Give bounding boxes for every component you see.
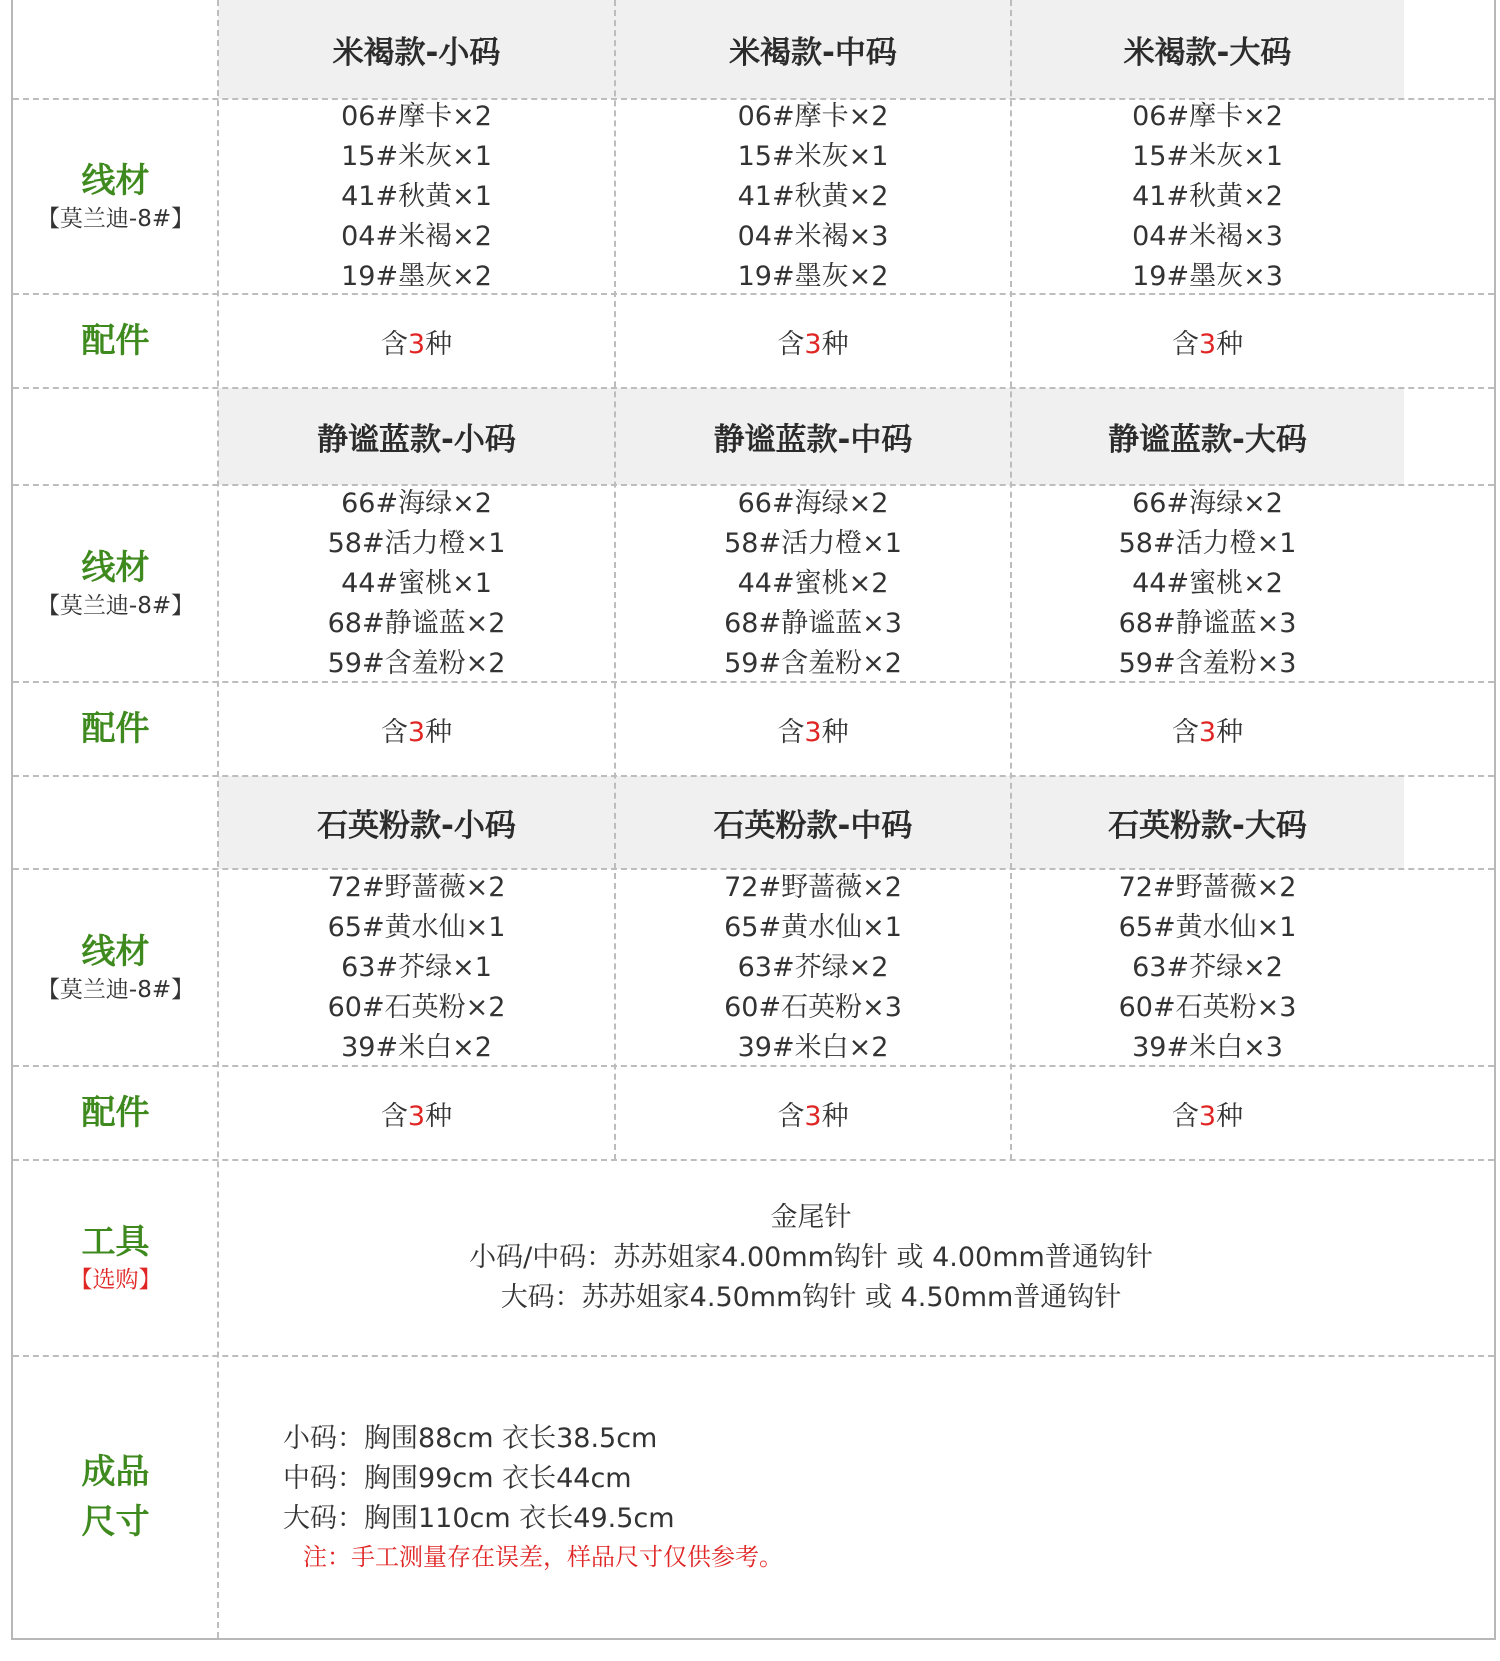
accessory-prefix: 含 [1171,328,1199,360]
yarn-sublabel: 【莫兰迪-8#】 [36,205,195,232]
yarn-row-label [13,99,218,294]
column-header: 米褐款-大码 [1011,0,1404,99]
yarn-item: 63#芥绿×2 [737,951,889,983]
accessory-number: 3 [407,1100,426,1132]
size-label-line2: 尺寸 [81,1502,150,1542]
yarn-item: 63#芥绿×1 [341,951,492,983]
accessory-number: 3 [1198,1100,1217,1132]
yarn-list [218,485,615,682]
accessory-prefix: 含 [777,1100,805,1132]
accessory-suffix: 种 [1216,1100,1244,1132]
row-divider [13,293,1494,295]
row-divider [13,681,1494,683]
tools-list [218,1160,1404,1356]
column-header: 石英粉款-中码 [615,776,1011,869]
yarn-item: 19#墨灰×3 [1132,260,1283,292]
yarn-item: 44#蜜桃×1 [341,567,492,599]
accessory-prefix: 含 [1171,1100,1199,1132]
yarn-item: 58#活力橙×1 [1118,527,1297,559]
yarn-label: 线材 [81,547,150,588]
yarn-item: 72#野蔷薇×2 [724,871,902,903]
yarn-item: 41#秋黄×1 [341,180,492,212]
size-item: 大码：胸围110cm 衣长49.5cm [283,1503,675,1534]
yarn-item: 65#黄水仙×1 [1118,911,1297,943]
yarn-item: 39#米白×3 [1132,1031,1283,1063]
yarn-list [615,99,1011,294]
accessory-number: 3 [1198,328,1217,360]
accessory-number: 3 [407,716,426,748]
row-divider [13,1355,1494,1357]
yarn-item: 72#野蔷薇×2 [327,871,506,903]
yarn-item: 65#黄水仙×1 [724,911,902,943]
yarn-item: 15#米灰×1 [1132,140,1283,172]
column-header: 静谧蓝款-中码 [615,388,1011,485]
tools-row-label [13,1160,218,1356]
accessory-prefix: 含 [777,716,805,748]
accessory-row-label [13,682,218,776]
yarn-list [615,485,1011,682]
accessory-count [615,1066,1011,1160]
yarn-item: 39#米白×2 [341,1031,492,1063]
accessory-suffix: 种 [821,328,849,360]
yarn-item: 72#野蔷薇×2 [1118,871,1297,903]
accessory-count [218,1066,615,1160]
accessory-suffix: 种 [1216,328,1244,360]
corner-blank [13,0,218,99]
accessory-number: 3 [804,328,822,360]
yarn-item: 15#米灰×1 [737,140,889,172]
yarn-item: 41#秋黄×2 [1132,180,1283,212]
yarn-item: 06#摩卡×2 [1132,100,1283,132]
accessory-suffix: 种 [821,716,849,748]
yarn-item: 04#米褐×3 [1132,220,1283,252]
column-header: 静谧蓝款-大码 [1011,388,1404,485]
row-divider [13,484,1494,486]
accessory-row-label [13,294,218,388]
yarn-item: 58#活力橙×1 [724,527,902,559]
yarn-item: 44#蜜桃×2 [737,567,889,599]
row-divider [13,1065,1494,1067]
tools-label: 工具 [81,1222,150,1262]
row-divider [13,98,1494,100]
tools-sublabel: 【选购】 [69,1267,162,1293]
column-divider [614,0,616,1160]
tool-item: 小码/中码：苏苏姐家4.00mm钩针 或 4.00mm普通钩针 [469,1242,1153,1273]
yarn-list [1011,99,1404,294]
yarn-item: 41#秋黄×2 [737,180,889,212]
accessory-count [218,294,615,388]
yarn-item: 19#墨灰×2 [737,260,889,292]
yarn-item: 59#含羞粉×2 [724,647,902,679]
yarn-list [1011,485,1404,682]
yarn-item: 60#石英粉×3 [1118,991,1297,1023]
accessory-prefix: 含 [380,1100,408,1132]
row-divider [13,387,1494,389]
accessory-count [218,682,615,776]
column-header: 米褐款-小码 [218,0,615,99]
column-divider [1010,0,1012,1160]
accessory-count [1011,682,1404,776]
accessory-label: 配件 [81,709,150,749]
accessory-prefix: 含 [777,328,805,360]
accessory-number: 3 [804,716,822,748]
size-item: 中码：胸围99cm 衣长44cm [283,1463,632,1494]
accessory-prefix: 含 [1171,716,1199,748]
row-divider [13,1159,1494,1161]
size-note: 注：手工测量存在误差，样品尺寸仅供参考。 [303,1543,783,1571]
row-divider [13,868,1494,870]
yarn-row-label [13,485,218,682]
yarn-item: 60#石英粉×3 [724,991,902,1023]
size-list [218,1356,1404,1638]
yarn-label: 线材 [81,931,150,972]
accessory-suffix: 种 [425,328,453,360]
accessory-count [615,682,1011,776]
yarn-item: 58#活力橙×1 [327,527,506,559]
accessory-prefix: 含 [380,328,408,360]
yarn-item: 19#墨灰×2 [341,260,492,292]
yarn-label: 线材 [81,160,150,201]
yarn-item: 59#含羞粉×3 [1118,647,1297,679]
yarn-item: 59#含羞粉×2 [327,647,506,679]
accessory-suffix: 种 [1216,716,1244,748]
size-label-line1: 成品 [81,1452,150,1492]
accessory-count [1011,1066,1404,1160]
yarn-item: 66#海绿×2 [737,487,889,519]
accessory-suffix: 种 [425,1100,453,1132]
yarn-item: 06#摩卡×2 [341,100,492,132]
row-divider [13,775,1494,777]
column-header: 静谧蓝款-小码 [218,388,615,485]
accessory-label: 配件 [81,321,150,361]
yarn-list [218,869,615,1066]
accessory-label: 配件 [81,1093,150,1133]
accessory-count [1011,294,1404,388]
tool-item: 金尾针 [770,1202,852,1233]
corner-blank [13,388,218,485]
yarn-item: 04#米褐×2 [341,220,492,252]
yarn-sublabel: 【莫兰迪-8#】 [36,592,195,619]
yarn-item: 60#石英粉×2 [327,991,506,1023]
yarn-row-label [13,869,218,1066]
size-row-label [13,1356,218,1638]
column-divider [217,0,219,1638]
column-header: 石英粉款-小码 [218,776,615,869]
yarn-list [1011,869,1404,1066]
yarn-item: 04#米褐×3 [737,220,889,252]
yarn-list [615,869,1011,1066]
materials-table [11,0,1496,1640]
yarn-item: 66#海绿×2 [341,487,492,519]
yarn-item: 68#静谧蓝×3 [724,607,902,639]
yarn-item: 06#摩卡×2 [737,100,889,132]
yarn-item: 66#海绿×2 [1132,487,1283,519]
yarn-item: 65#黄水仙×1 [327,911,506,943]
tool-item: 大码：苏苏姐家4.50mm钩针 或 4.50mm普通钩针 [500,1282,1122,1313]
accessory-number: 3 [407,328,426,360]
column-header: 米褐款-中码 [615,0,1011,99]
yarn-item: 68#静谧蓝×2 [327,607,506,639]
accessory-number: 3 [804,1100,822,1132]
yarn-item: 68#静谧蓝×3 [1118,607,1297,639]
accessory-prefix: 含 [380,716,408,748]
yarn-sublabel: 【莫兰迪-8#】 [36,976,195,1003]
yarn-item: 39#米白×2 [737,1031,889,1063]
accessory-number: 3 [1198,716,1217,748]
corner-blank [13,776,218,869]
yarn-list [218,99,615,294]
yarn-item: 15#米灰×1 [341,140,492,172]
yarn-item: 44#蜜桃×2 [1132,567,1283,599]
accessory-suffix: 种 [821,1100,849,1132]
size-item: 小码：胸围88cm 衣长38.5cm [283,1423,658,1454]
accessory-row-label [13,1066,218,1160]
yarn-item: 63#芥绿×2 [1132,951,1283,983]
accessory-suffix: 种 [425,716,453,748]
column-header: 石英粉款-大码 [1011,776,1404,869]
accessory-count [615,294,1011,388]
